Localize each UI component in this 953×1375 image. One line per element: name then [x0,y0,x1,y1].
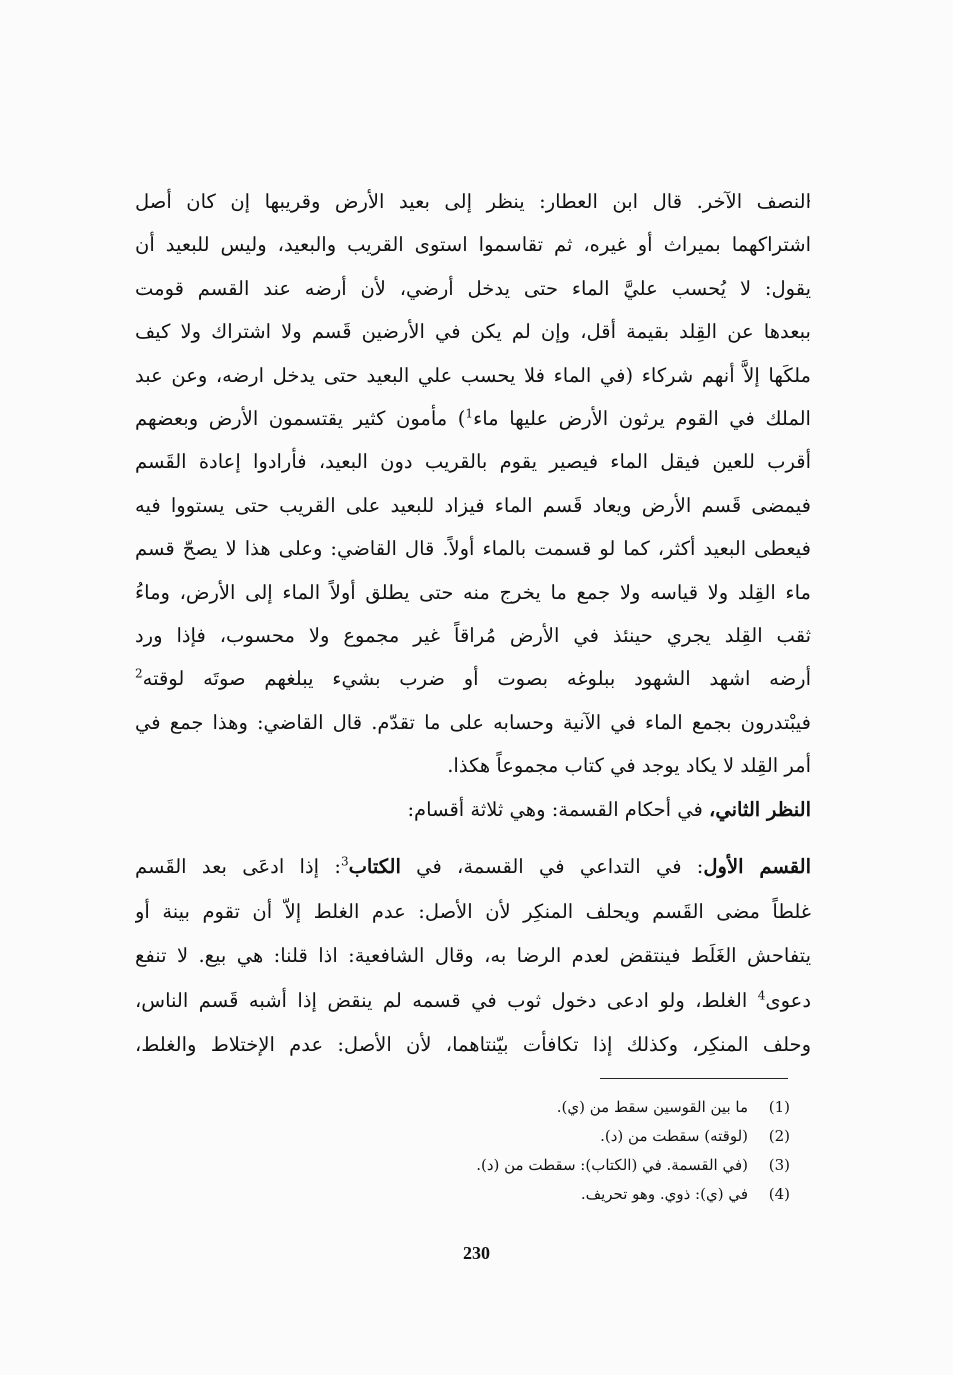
footnote-number: (1) [768,1098,790,1116]
text-segment: الملك في القوم يرثون الأرض عليها ماء [473,406,811,430]
footnote-text: في (ي): ذوي. وهو تحريف. [580,1185,748,1203]
text-line: فيبْتدرون بجمع الماء في الآنية وحسابه على ما تقدّم. قال القاضي: وهذا جمع في [135,710,811,734]
text-segment: دعوى [765,988,811,1012]
heading-bold: النظر الثاني، [709,798,811,821]
footnote-number: (2) [768,1127,790,1145]
paragraph-2 [135,845,811,1068]
text-line: غلطاً مضى القَسم ويحلف المنكِر لأن الأصل: عدم الغلط إلاّ أن تقوم بينة أو [135,899,811,923]
text-line: ملكَها إلاَّ أنهم شركاء (في الماء فلا يحسب علي البعيد حتى يدخل ارضه، وعن عبد [135,363,811,387]
text-line: يقول: لا يُحسب عليَّ الماء حتى يدخل أرضي، لأن أرضه عند القسم قومت [135,276,811,300]
footnotes [300,1093,790,1209]
footnote-number: (3) [768,1156,790,1174]
footnote-ref: 2 [135,666,143,681]
text-line: فيمضى قَسم الأرض ويعاد قَسم الماء فيزاد للبعيد على القريب حتى يستووا فيه [135,493,811,517]
text-line: أقرب للعين فيقل الماء فيصير يقوم بالقريب دون البعيد، فأرادوا إعادة القَسم [135,450,811,474]
footnote-ref: 4 [757,988,766,1002]
footnote-divider [600,1078,788,1079]
footnote [300,1122,790,1151]
text-line [135,397,811,440]
text-segment: الغلط، ولو ادعى دخول ثوب في قسمه لم ينقض إذا أشبه قَسم الناس، [135,988,748,1012]
text-line: اشتراكهما بميراث أو غيره، ثم تقاسموا استوى القريب والبعيد، وليس للبعيد أن [135,233,811,257]
footnote-text: ما بين القوسين سقط من (ي). [556,1098,748,1116]
section-heading [135,788,811,831]
text-line: وحلف المنكِر، وكذلك إذا تكافأت بيّنتاهما، لأن الأصل: عدم الإختلاط والغلط، [135,1033,811,1056]
paragraph-1 [135,180,811,787]
text-line: ماء القِلد ولا قياسه ولا جمع ما يخرج منه حتى يطلق أولاً الماء إلى الأرض، وماءُ [135,580,811,604]
text-segment: ) مأمون كثير يقتسمون الأرض وبعضهم [135,406,466,430]
footnote [300,1093,790,1122]
text-line: أمر القِلد لا يكاد يوجد في كتاب مجموعاً هكذا. [447,754,811,778]
text-line [135,845,811,890]
footnote-ref: 1 [465,406,474,421]
footnote-ref: 3 [340,854,349,869]
text-segment: أرضه اشهد الشهود ببلوغه بصوت أو ضرب بشيء يبلغهم صوتَه لوقته [142,667,811,691]
text-line: فيعطى البعيد أكثر، كما لو قسمت بالماء أولاً. قال القاضي: وعلى هذا لا يصحّ قسم [135,537,811,561]
footnote-number: (4) [768,1185,790,1203]
text-line [135,979,811,1024]
section-title: القسم الأول [703,855,811,878]
text-line [135,657,811,700]
text-segment: : إذا ادعَى بعد القَسم [135,855,341,878]
text-segment: : في التداعي في القسمة، في [400,855,704,878]
text-line: ثقب القِلد يجري حينئذ في الأرض مُراقاً غير مجموع ولا محسوب، فإذا ورد [135,623,811,647]
footnote [300,1151,790,1180]
text-line: يتفاحش الغَلَط فينتقض لعدم الرضا به، وقال الشافعية: اذا قلنا: هي بيع. لا تنفع [135,944,811,967]
heading-text: في أحكام القسمة: وهي ثلاثة أقسام: [407,798,710,821]
footnote-text: (في القسمة. في (الكتاب): سقطت من (د). [476,1156,748,1174]
book-ref: الكتاب [348,855,401,878]
text-line: ببعدها عن القِلد بقيمة أقل، وإن لم يكن في الأرضين قَسم ولا اشتراك ولا كيف [135,320,811,344]
footnote-text: (لوقته) سقطت من (د). [600,1127,748,1145]
page-number: 230 [463,1243,490,1263]
footnote [300,1180,790,1209]
text-line: النصف الآخر. قال ابن العطار: ينظر إلى بعيد الأرض وقريبها إن كان أصل [135,190,811,213]
